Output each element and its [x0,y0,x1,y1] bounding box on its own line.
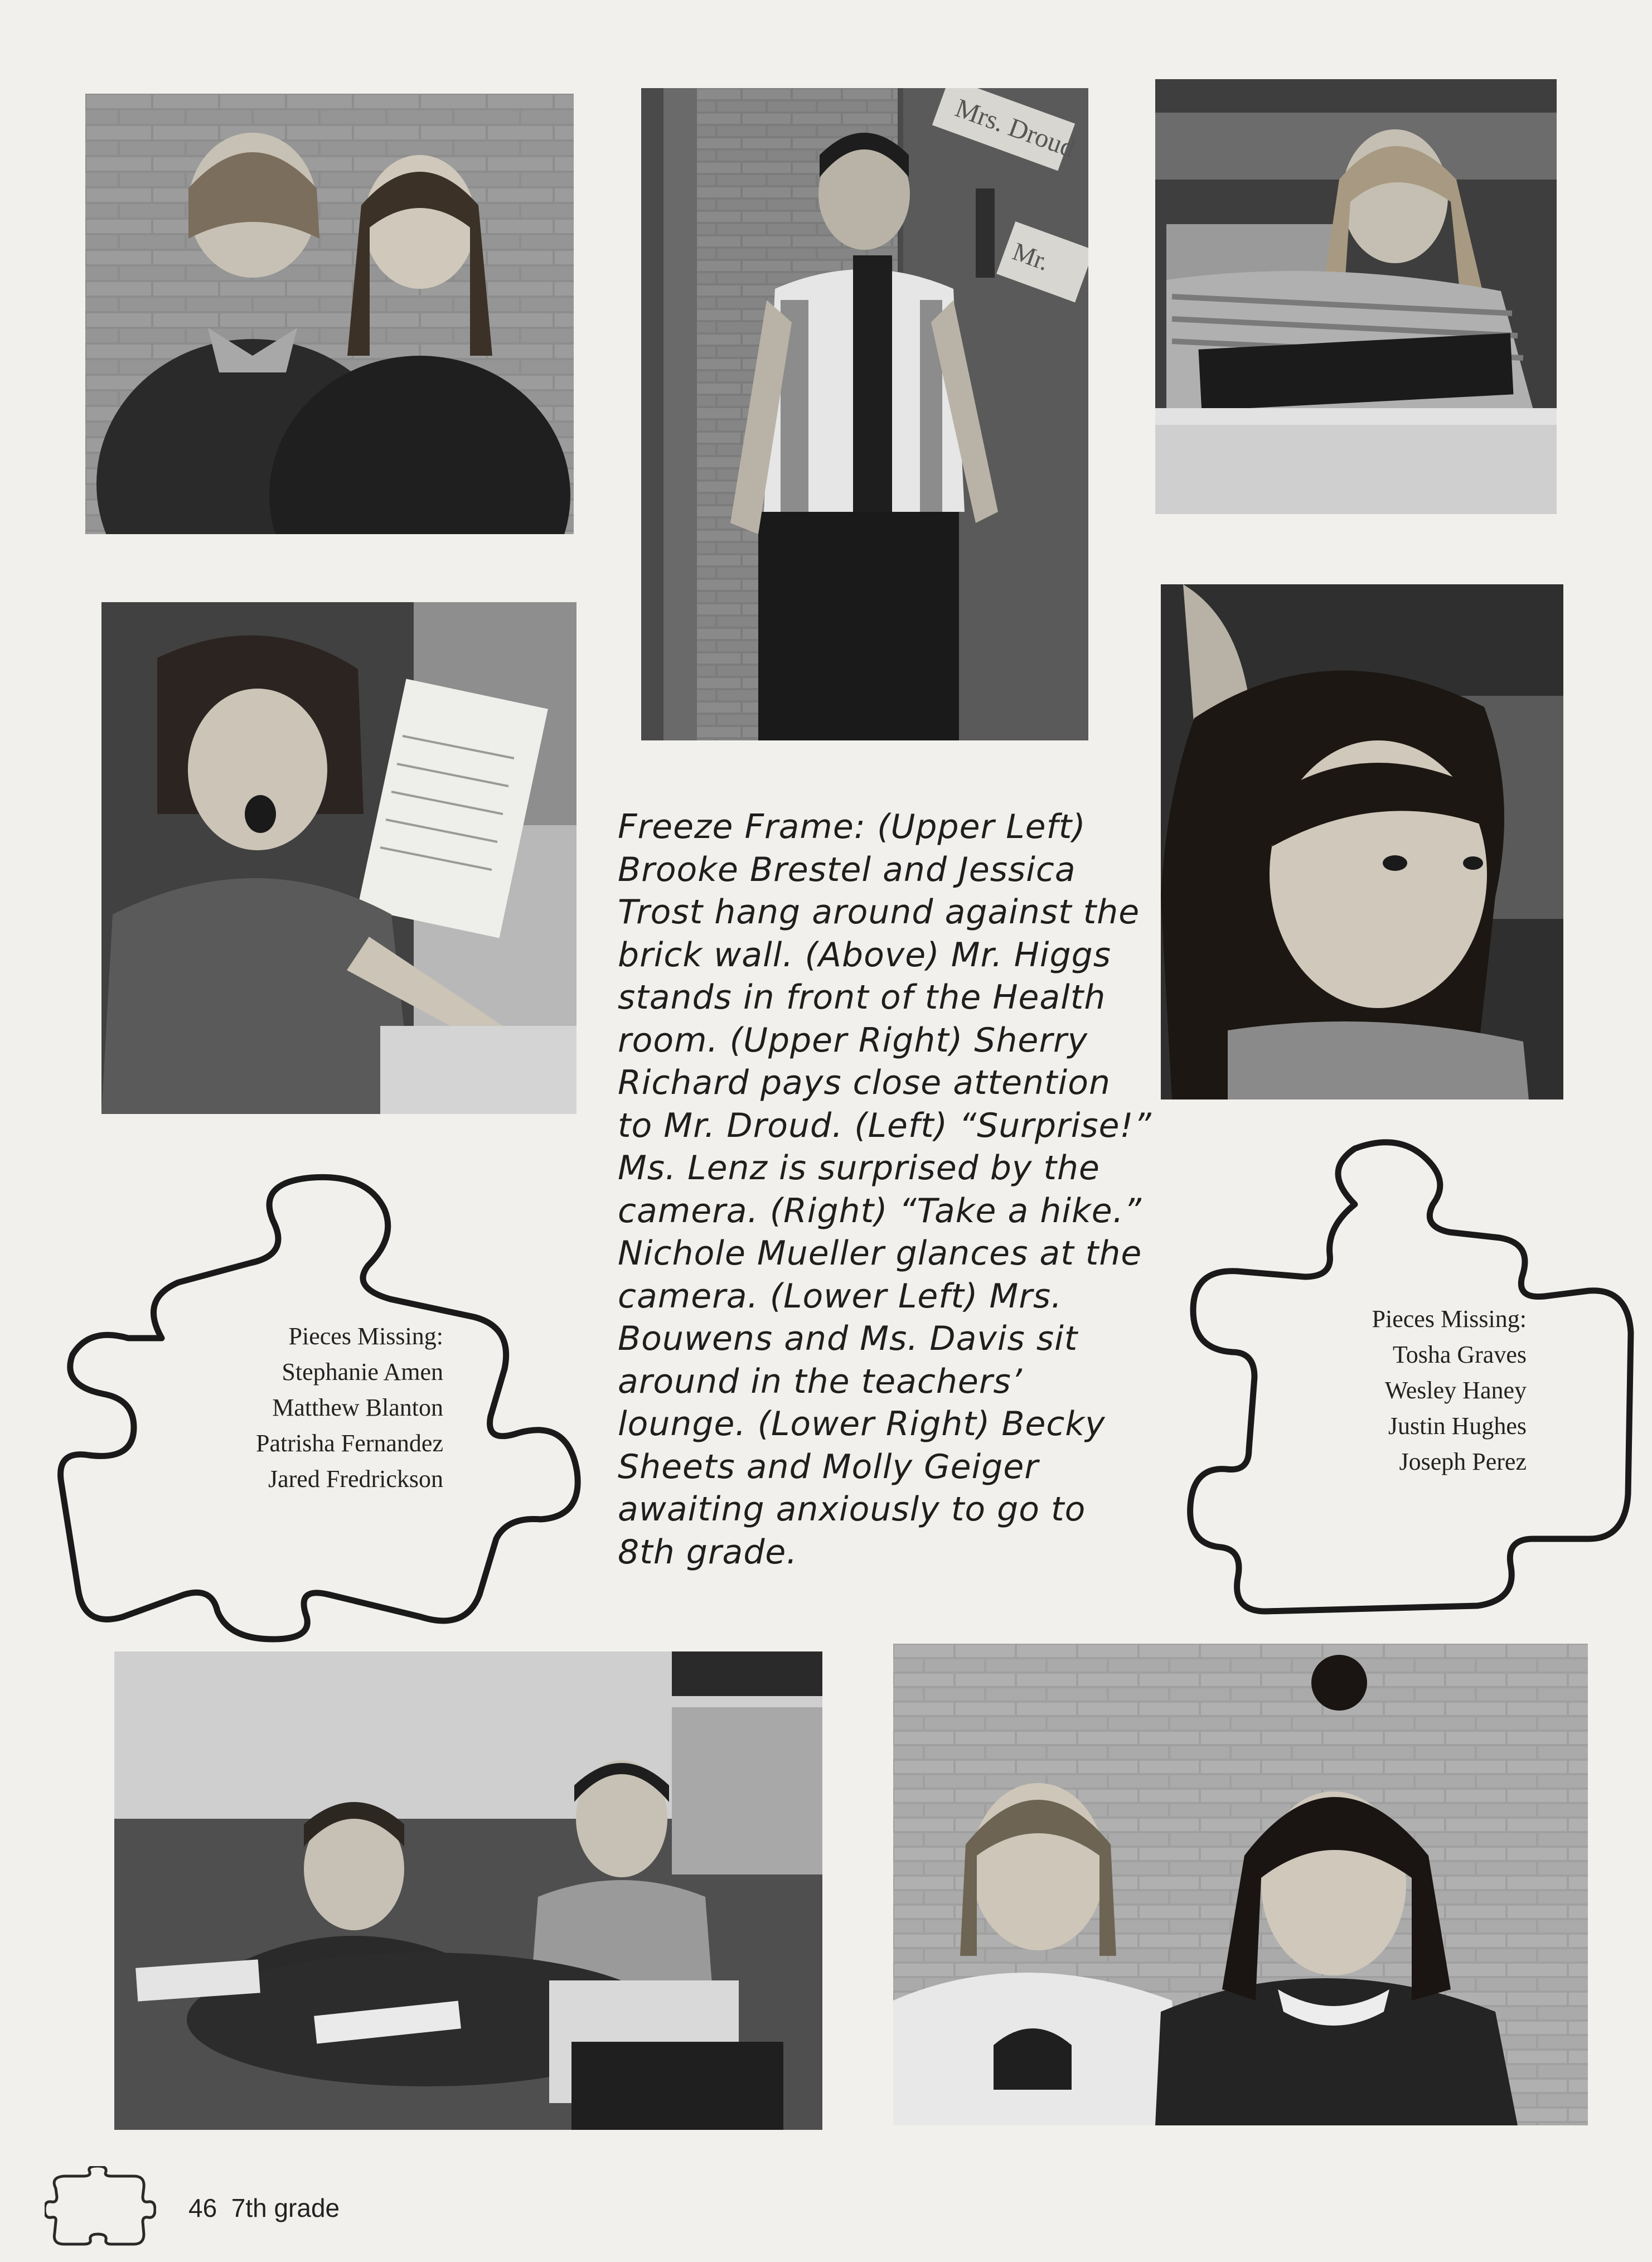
photo-upper-left [85,94,574,534]
caption-line: around in the teachers’ [618,1362,1023,1401]
missing-name: Tosha Graves [1392,1341,1527,1368]
door-sign-1: Mrs. Droud [951,93,1079,164]
photo-upper-right [1155,79,1557,514]
caption-line: brick wall. (Above) Mr. Higgs [618,935,1111,975]
caption-line: room. (Upper Right) Sherry [618,1020,1088,1060]
missing-list-left [167,1319,443,1497]
missing-name: Matthew Blanton [272,1394,443,1421]
missing-name: Justin Hughes [1388,1412,1527,1440]
caption-line: 8th grade. [618,1532,798,1572]
caption-line: Nichole Mueller glances at the [618,1234,1142,1273]
missing-name: Joseph Perez [1399,1448,1527,1475]
photo-lower-left [114,1651,822,2130]
missing-heading: Pieces Missing: [1372,1305,1527,1333]
caption-line: Ms. Lenz is surprised by the [618,1149,1100,1188]
caption-line: Sheets and Molly Geiger [618,1447,1039,1486]
caption-line: Bouwens and Ms. Davis sit [618,1319,1078,1358]
caption-line: awaiting anxiously to go to [618,1490,1086,1529]
missing-name: Wesley Haney [1384,1377,1527,1404]
caption-line: Richard pays close attention [618,1063,1111,1102]
caption-line: lounge. (Lower Right) Becky [618,1404,1106,1444]
photo-left [101,602,576,1114]
caption-line: Brooke Brestel and Jessica [618,850,1076,889]
caption-line: Freeze Frame: (Upper Left) [618,807,1086,846]
caption-line: stands in front of the Health [618,978,1106,1017]
caption-line: to Mr. Droud. (Left) “Surprise!” [618,1106,1152,1145]
caption-line: camera. (Lower Left) Mrs. [618,1276,1063,1316]
section-name: 7th grade [231,2193,340,2222]
photo-caption [618,806,1153,1573]
photo-right [1161,584,1563,1099]
page-number-label [188,2193,340,2223]
missing-name: Stephanie Amen [282,1358,443,1386]
page-number: 46 [188,2193,217,2222]
missing-name: Patrisha Fernandez [256,1430,443,1457]
missing-heading: Pieces Missing: [288,1323,443,1350]
caption-line: camera. (Right) “Take a hike.” [618,1191,1142,1231]
door-sign-2: Mr. [1009,236,1053,276]
missing-name: Jared Fredrickson [268,1465,443,1493]
page-footer [45,2166,435,2250]
photo-lower-right [893,1644,1588,2125]
photo-above [641,88,1088,740]
missing-list-right [1299,1301,1527,1480]
caption-line: Trost hang around against the [618,893,1140,932]
puzzle-piece-icon [45,2166,156,2250]
